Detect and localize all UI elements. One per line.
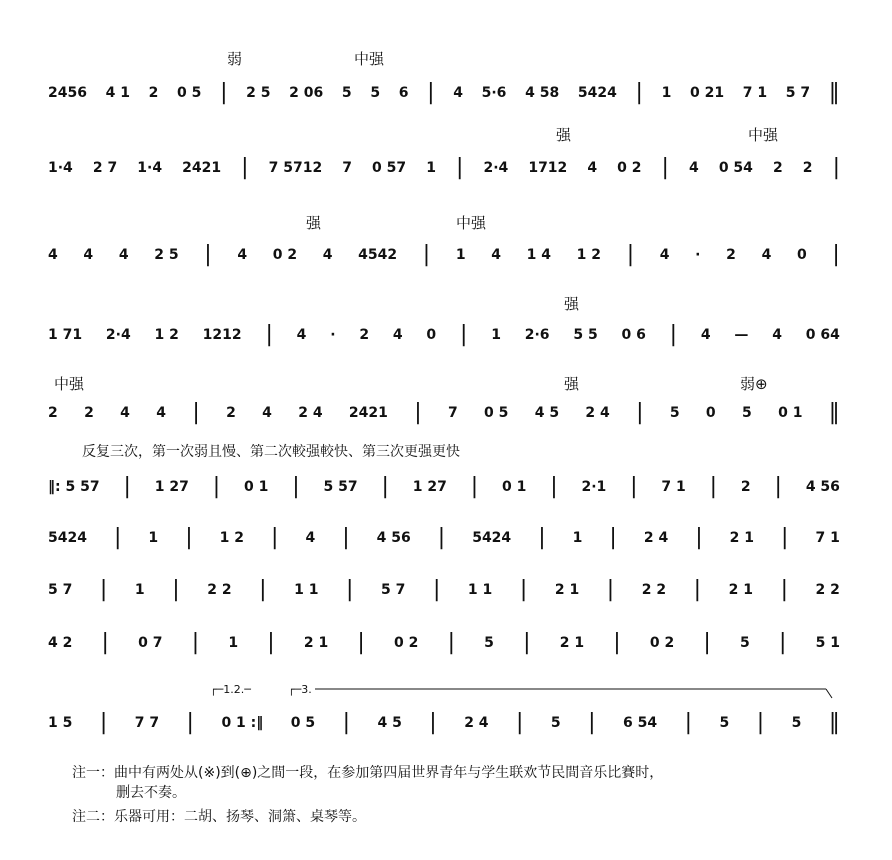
note-group: 5 — [791, 715, 802, 731]
note-group: 4 — [296, 327, 307, 343]
note-group: 4 — [305, 530, 316, 546]
barline: | — [756, 710, 765, 735]
barline: | — [661, 155, 669, 180]
note-group: 5 7 — [785, 85, 811, 101]
note-group: 1 1 — [467, 582, 493, 598]
barline: | — [635, 80, 643, 105]
note-group: 1 — [148, 530, 159, 546]
note-group: 2·1 — [581, 479, 607, 495]
note-group: 5424 — [577, 85, 617, 101]
barline: | — [538, 525, 546, 550]
note-group: 5 57 — [323, 479, 358, 495]
note-group: 0 2 — [617, 160, 642, 176]
note-group: 4 — [322, 247, 333, 263]
note-group: 7 — [447, 405, 458, 421]
note-group: 4542 — [358, 247, 398, 263]
note-group: 2 1 — [554, 582, 580, 598]
note-group: 2 4 — [643, 530, 669, 546]
note-group: 0 — [426, 327, 437, 343]
barline: | — [832, 155, 840, 180]
note-group: 2 2 — [815, 582, 840, 598]
note-group: 1 27 — [412, 479, 447, 495]
barline: | — [709, 474, 718, 499]
barline: | — [357, 630, 365, 655]
dynamic-marking: 中强 — [354, 50, 385, 68]
barline: | — [695, 525, 703, 550]
note-group: 4 — [700, 327, 711, 343]
dynamic-marking: 中强 — [54, 375, 85, 393]
note-group: 1 — [455, 247, 466, 263]
note-group: 1 — [572, 530, 583, 546]
note-group: 0 5 — [484, 405, 509, 421]
note-group: 2 4 — [298, 405, 323, 421]
note-group: 1212 — [202, 327, 242, 343]
note-group: 2421 — [182, 160, 222, 176]
note-group: 4 — [118, 247, 129, 263]
note-group: 2 4 — [585, 405, 610, 421]
barline: | — [606, 577, 615, 602]
note-group: 5 — [742, 405, 752, 421]
note-group: 0 5 — [177, 85, 202, 101]
barline: | — [381, 474, 389, 499]
note-group: 2 5 — [246, 85, 271, 101]
note-group: 2·4 — [483, 160, 509, 176]
barline: | — [456, 155, 464, 180]
barline: | — [447, 630, 455, 655]
note-group: 5 1 — [815, 635, 840, 651]
note-group: 4 58 — [525, 85, 560, 101]
barline: | — [550, 474, 558, 499]
note-group: 5424 — [472, 530, 512, 546]
dynamic-marking: 弱 — [227, 50, 243, 68]
note-group: 5 — [341, 85, 352, 101]
note-group: — — [734, 327, 749, 343]
note-group: 4 — [659, 247, 670, 263]
note-group: 1 2 — [576, 247, 602, 263]
note-group: 1 5 — [48, 715, 73, 731]
note-group: 0 1 — [501, 479, 527, 495]
barline: | — [265, 322, 273, 347]
note-group: 4 — [453, 85, 463, 101]
barline: | — [459, 322, 468, 347]
barline: | — [422, 242, 431, 267]
footnote-2: 注二：乐器可用：二胡、扬琴、洞箫、桌琴等。 — [72, 809, 366, 825]
barline: | — [191, 630, 200, 655]
barline: | — [636, 400, 644, 425]
note-group: 4 — [156, 405, 166, 421]
note-group: 0 7 — [138, 635, 163, 651]
note-group: 2 — [84, 405, 94, 421]
note-group: · — [330, 327, 336, 343]
dynamic-marking: 中强 — [748, 126, 779, 144]
note-group: 1 — [661, 85, 672, 101]
note-group: 5 — [484, 635, 494, 651]
note-group: 2·4 — [105, 327, 131, 343]
note-group: 1 — [426, 160, 436, 176]
note-group: 2 — [226, 405, 236, 421]
note-group: 1 — [134, 582, 145, 598]
barline: | — [212, 474, 221, 499]
note-group: 4 — [48, 247, 58, 263]
barline: | — [101, 630, 109, 655]
barline: | — [630, 474, 638, 499]
barline: | — [780, 577, 788, 602]
volta-first-ending: ┌─1.2.─ — [210, 683, 251, 696]
barline: | — [429, 710, 437, 735]
barline: | — [414, 400, 422, 425]
barline: | — [470, 474, 479, 499]
dynamic-marking: 强 — [564, 295, 580, 313]
note-group: 0 6 — [621, 327, 646, 343]
note-group: 0 5 — [290, 715, 316, 731]
note-group: 1 2 — [219, 530, 244, 546]
note-group: 2 — [740, 479, 751, 495]
note-group: 5 — [719, 715, 730, 731]
note-group: 0 57 — [372, 160, 407, 176]
note-group: 2 — [148, 85, 159, 101]
note-group: 5 5 — [573, 327, 598, 343]
barline: | — [99, 710, 108, 735]
note-group: · — [695, 247, 701, 263]
note-group: 4 1 — [105, 85, 130, 101]
note-group: 4 — [237, 247, 248, 263]
note-group: 7 7 — [134, 715, 160, 731]
footnote-1: 注一：曲中有两处从(※)到(⊕)之間一段，在参加第四届世界青年与学生联欢节民間音乐比賽时， — [72, 765, 664, 781]
barline: | — [437, 525, 446, 550]
note-group: 2 1 — [303, 635, 329, 651]
dynamic-marking: 强 — [306, 214, 322, 232]
note-group: 4 — [491, 247, 501, 263]
note-group: 0 54 — [718, 160, 753, 176]
dynamic-marking: 弱⊕ — [740, 375, 768, 393]
repeat-directive: 反复三次，第一次弱且慢、第二次較强較快、第三次更强更快 — [82, 444, 460, 460]
barline: | — [609, 525, 617, 550]
barline: | — [781, 525, 789, 550]
note-group: 6 54 — [623, 715, 658, 731]
barline: | — [292, 474, 300, 499]
note-group: 4 5 — [377, 715, 402, 731]
note-group: 2 06 — [289, 85, 324, 101]
note-group: 0 2 — [394, 635, 419, 651]
note-group: 2 — [48, 405, 58, 421]
note-group: 2·6 — [524, 327, 550, 343]
barline: | — [432, 577, 441, 602]
note-group: 1 — [491, 327, 501, 343]
note-group: 0 2 — [649, 635, 675, 651]
barline: | — [267, 630, 275, 655]
footnote-1-cont: 删去不奏。 — [116, 785, 186, 801]
note-group: 5 — [370, 85, 381, 101]
barline: ‖ — [828, 400, 840, 425]
note-group: 4 — [392, 327, 403, 343]
barline: | — [669, 322, 678, 347]
note-group: 1 1 — [294, 582, 319, 598]
note-group: 4 — [772, 327, 782, 343]
note-group: 5 7 — [381, 582, 406, 598]
note-group: 2 1 — [729, 530, 754, 546]
barline: | — [342, 710, 350, 735]
dynamic-marking: 中强 — [456, 214, 487, 232]
barline: | — [185, 525, 193, 550]
note-group: 2 — [772, 160, 783, 176]
barline: | — [519, 577, 528, 602]
barline: | — [427, 80, 435, 105]
note-group: 4 — [83, 247, 94, 263]
barline: | — [703, 630, 711, 655]
dynamic-marking: 强 — [556, 126, 572, 144]
note-group: ‖: 5 57 — [48, 479, 100, 495]
note-group: 5 7 — [48, 582, 73, 598]
note-group: 2456 — [48, 85, 87, 101]
note-group: 4 56 — [376, 530, 411, 546]
note-group: 2 4 — [464, 715, 489, 731]
barline: | — [113, 525, 122, 550]
barline: | — [684, 710, 693, 735]
dynamic-marking: 强 — [564, 375, 580, 393]
barline: | — [613, 630, 621, 655]
note-group: 1 4 — [526, 247, 552, 263]
barline: | — [523, 630, 531, 655]
note-group: 1 27 — [154, 479, 189, 495]
note-group: 2 2 — [207, 582, 232, 598]
note-group: 2 — [359, 327, 370, 343]
barline: | — [693, 577, 702, 602]
barline: | — [241, 155, 249, 180]
barline: | — [186, 710, 194, 735]
note-group: 0 64 — [805, 327, 840, 343]
note-group: 5 — [740, 635, 750, 651]
note-group: 1 71 — [48, 327, 83, 343]
note-group: 1 — [228, 635, 239, 651]
note-group: 7 5712 — [268, 160, 323, 176]
note-group: 2 — [726, 247, 736, 263]
note-group: 5424 — [48, 530, 87, 546]
note-group: 4 — [689, 160, 699, 176]
barline: | — [778, 630, 787, 655]
note-group: 2 2 — [641, 582, 667, 598]
barline: | — [774, 474, 782, 499]
note-group: 1·4 — [48, 160, 73, 176]
note-group: 7 — [342, 160, 352, 176]
note-group: 7 1 — [661, 479, 686, 495]
note-group: 0 2 — [272, 247, 298, 263]
barline: | — [342, 525, 350, 550]
barline: | — [271, 525, 279, 550]
barline: | — [346, 577, 354, 602]
barline: | — [123, 474, 131, 499]
barline: ‖ — [828, 80, 840, 105]
barline: | — [516, 710, 524, 735]
note-group: 6 — [398, 85, 409, 101]
note-group: 2 5 — [154, 247, 179, 263]
note-group: 4 5 — [534, 405, 560, 421]
barline: | — [172, 577, 180, 602]
note-group: 1·4 — [137, 160, 163, 176]
note-group: 0 1 :‖ — [221, 715, 264, 731]
barline: | — [832, 242, 840, 267]
note-group: 4 56 — [805, 479, 840, 495]
barline: | — [99, 577, 108, 602]
note-group: 0 — [705, 405, 716, 421]
barline: | — [259, 577, 267, 602]
note-group: 2 1 — [728, 582, 753, 598]
note-group: 7 1 — [742, 85, 768, 101]
barline: | — [204, 242, 212, 267]
note-group: 2421 — [348, 405, 388, 421]
note-group: 4 — [761, 247, 772, 263]
note-group: 4 — [587, 160, 598, 176]
note-group: 7 1 — [815, 530, 840, 546]
note-group: 4 — [120, 405, 130, 421]
barline: | — [626, 242, 635, 267]
note-group: 1 2 — [154, 327, 179, 343]
barline: | — [588, 710, 596, 735]
note-group: 4 2 — [48, 635, 73, 651]
note-group: 0 — [796, 247, 807, 263]
note-group: 0 1 — [243, 479, 269, 495]
barline: ‖ — [828, 710, 840, 735]
note-group: 2 1 — [559, 635, 585, 651]
barline: | — [220, 80, 228, 105]
barline: | — [192, 400, 200, 425]
note-group: 5 — [669, 405, 680, 421]
note-group: 0 1 — [778, 405, 803, 421]
note-group: 0 21 — [689, 85, 725, 101]
note-group: 1712 — [528, 160, 568, 176]
note-group: 5·6 — [481, 85, 507, 101]
note-group: 2 7 — [92, 160, 118, 176]
note-group: 4 — [262, 405, 272, 421]
volta-second-ending: ┌─3. — [288, 683, 312, 696]
note-group: 2 — [802, 160, 813, 176]
note-group: 5 — [550, 715, 561, 731]
